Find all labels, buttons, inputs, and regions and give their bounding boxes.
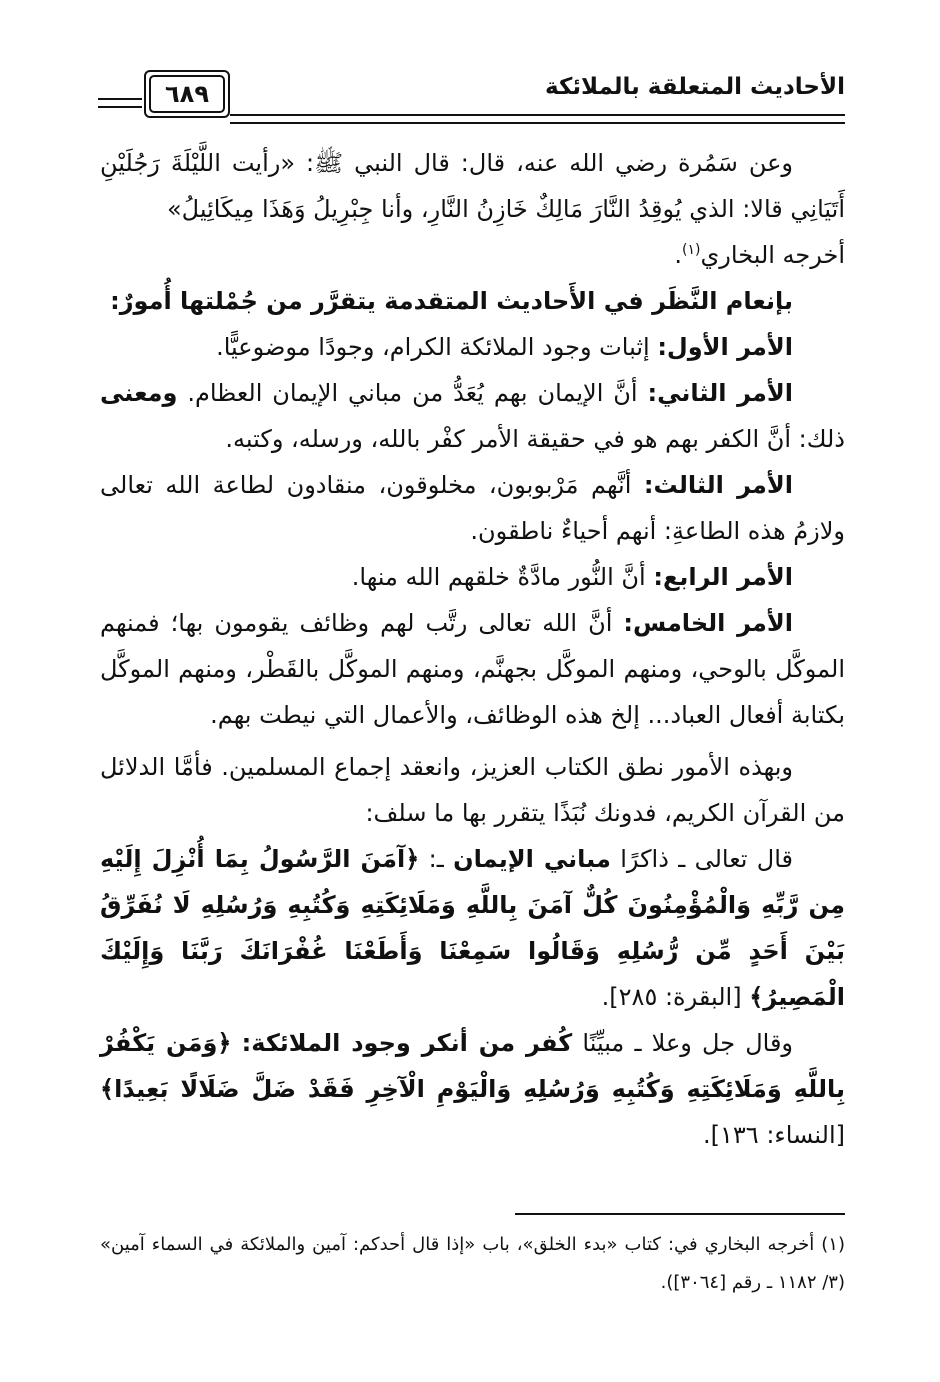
- verse-paragraph-1: [100, 836, 845, 1020]
- footnote-ref: (١): [682, 242, 701, 258]
- header-rule-left: [98, 98, 142, 108]
- verse-paragraph-2: [100, 1020, 845, 1158]
- verse-1-dash: ـ:: [428, 845, 444, 873]
- transition-paragraph: وبهذه الأمور نطق الكتاب العزيز، وانعقد إجماع المسلمين. فأمَّا الدلائل من القرآن الكريم، فدونك نُبَذًا يتقرر بها ما سلف:: [100, 753, 845, 827]
- point-3: [100, 462, 845, 554]
- running-title: الأحاديث المتعلقة بالملائكة: [545, 74, 845, 100]
- point-5-label: الأمر الخامس:: [623, 609, 793, 637]
- point-2-bold: ومعنى: [100, 379, 178, 407]
- hadith-source: أخرجه البخاري: [700, 241, 845, 269]
- footnote-divider: [515, 1213, 845, 1215]
- point-4-text: أنَّ النُّور مادَّةٌ خلقهم الله منها.: [351, 563, 646, 591]
- point-1-label: الأمر الأول:: [657, 333, 793, 361]
- point-1-text: إثبات وجود الملائكة الكرام، وجودًا موضوعيًّا.: [216, 333, 650, 361]
- footnote-1: (١) أخرجه البخاري في: كتاب «بدء الخلق»، باب «إذا قال أحدكم: آمين والملائكة في السماء آمين» (٣/ ١١٨٢ ـ رقم [٣٠٦٤]).: [100, 1234, 845, 1293]
- page-number: ٦٨٩: [149, 75, 225, 113]
- verse-1-lead: قال تعالى ـ ذاكرًا: [620, 845, 794, 873]
- point-2-text: أنَّ الإيمان بهم يُعَدُّ من مباني الإيمان العظام.: [187, 379, 638, 407]
- point-4-label: الأمر الرابع:: [653, 563, 793, 591]
- point-2: [100, 370, 845, 462]
- quran-verse-2: ﴿وَمَن يَكْفُرْ بِاللَّهِ وَمَلَائِكَتِهِ وَكُتُبِهِ وَرُسُلِهِ وَالْيَوْمِ الْآخِرِ فَقَدْ ضَلَّ ضَلَالًا بَعِيدًا﴾: [100, 1029, 845, 1103]
- verse-2-label: كُفر من أنكر وجود الملائكة:: [241, 1029, 573, 1057]
- verse-1-label: مباني الإيمان: [453, 845, 611, 873]
- hadith-text: وعن سَمُرة رضي الله عنه، قال: قال النبي ﷺ: «رأيت اللَّيْلَةَ رَجُلَيْنِ أَتَيَانِي قالا: الذي يُوقِدُ النَّارَ مَالِكٌ خَازِنُ النَّارِ، وأنا جِبْرِيلُ وَهَذَا مِيكَائِيلُ»: [100, 149, 845, 223]
- page-header: [98, 68, 845, 126]
- verse-2-lead: وقال جل وعلا ـ مبيِّنًا: [582, 1029, 794, 1057]
- section-intro: بإنعام النَّظَر في الأَحاديث المتقدمة يتقرَّر من جُمْلتها أُمورٌ:: [110, 287, 793, 315]
- point-5: [100, 600, 845, 738]
- verse-1-reference: [البقرة: ٢٨٥].: [601, 983, 742, 1011]
- header-rule-right: [230, 114, 845, 124]
- point-3-label: الأمر الثالث:: [643, 471, 793, 499]
- point-2-tail: ذلك: أنَّ الكفر بهم هو في حقيقة الأمر كفْر بالله، ورسله، وكتبه.: [225, 425, 845, 453]
- point-3-text: أنَّهم مَرْبوبون، مخلوقون، منقادون لطاعة الله تعالى ولازمُ هذه الطاعةِ: أنهم أحياءٌ ناطقون.: [100, 471, 845, 545]
- point-1: [100, 324, 845, 370]
- verse-2-reference: [النساء: ١٣٦].: [703, 1121, 845, 1149]
- hadith-paragraph: وعن سَمُرة رضي الله عنه، قال: قال النبي ﷺ: «رأيت اللَّيْلَةَ رَجُلَيْنِ أَتَيَانِي قالا: الذي يُوقِدُ النَّارَ مَالِكٌ خَازِنُ النَّارِ، وأنا جِبْرِيلُ وَهَذَا مِيكَائِيلُ» أخرجه البخاري$^{(١)}$.: [100, 149, 845, 269]
- point-4: [100, 554, 845, 600]
- point-2-label: الأمر الثاني:: [647, 379, 793, 407]
- main-text: [100, 140, 845, 1158]
- point-5-text: أنَّ الله تعالى رتَّب لهم وظائف يقومون بها؛ فمنهم الموكَّل بالوحي، ومنهم الموكَّل بجهنَّم، ومنهم الموكَّل بالقَطْر، ومنهم الموكَّل بكتابة أفعال العباد... إلخ هذه الوظائف، والأعمال التي نيطت بهم.: [100, 609, 845, 729]
- quran-verse-1: ﴿آمَنَ الرَّسُولُ بِمَا أُنْزِلَ إِلَيْهِ مِن رَّبِّهِ وَالْمُؤْمِنُونَ كُلٌّ آمَنَ بِاللَّهِ وَمَلَائِكَتِهِ وَكُتُبِهِ وَرُسُلِهِ لَا نُفَرِّقُ بَيْنَ أَحَدٍ مِّن رُّسُلِهِ وَقَالُوا سَمِعْنَا وَأَطَعْنَا غُفْرَانَكَ رَبَّنَا وَإِلَيْكَ الْمَصِيرُ﴾: [100, 845, 845, 1011]
- page-number-frame: [144, 70, 230, 118]
